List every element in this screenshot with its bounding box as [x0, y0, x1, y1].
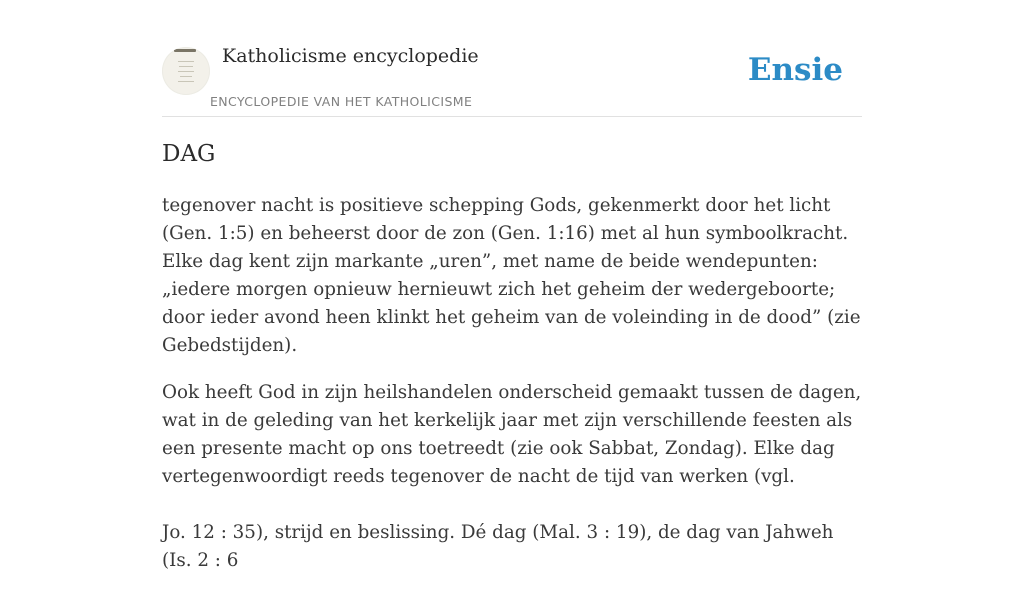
source-header — [162, 0, 862, 117]
entry-title: DAG — [162, 141, 216, 167]
source-title-link[interactable]: Katholicisme encyclopedie — [222, 45, 479, 67]
source-subtitle: ENCYCLOPEDIE VAN HET KATHOLICISME — [210, 94, 473, 109]
brand-logo-link[interactable]: Ensie — [747, 52, 843, 88]
entry-paragraph: Jo. 12 : 35), strijd en beslissing. Dé dag (Mal. 3 : 19), de dag van Jahweh (Is. 2 : 6 — [162, 522, 834, 571]
encyclopedia-cover-avatar[interactable] — [162, 47, 210, 95]
entry-page — [162, 0, 862, 571]
entry-paragraph: Ook heeft God in zijn heilshandelen onderscheid gemaakt tussen de dagen, wat in de geleding van het kerkelijk jaar met zijn verschillende feesten als een presente macht op ons toetreedt (zie ook Sabbat, Zondag). Elke dag vertegenwoordigt reeds tegenover de nacht de tijd van werken (vgl. — [162, 382, 862, 487]
entry-body — [162, 192, 862, 594]
entry-paragraph: tegenover nacht is positieve schepping Gods, gekenmerkt door het licht (Gen. 1:5) en beheerst door de zon (Gen. 1:16) met al hun symboolkracht. Elke dag kent zijn markante „uren”, met name de beide wendepunten: „iedere morgen opnieuw hernieuwt zich het geheim der wedergeboorte; door ieder avond heen klinkt het geheim van de voleinding in de dood” (zie Gebedstijden). — [162, 195, 861, 356]
